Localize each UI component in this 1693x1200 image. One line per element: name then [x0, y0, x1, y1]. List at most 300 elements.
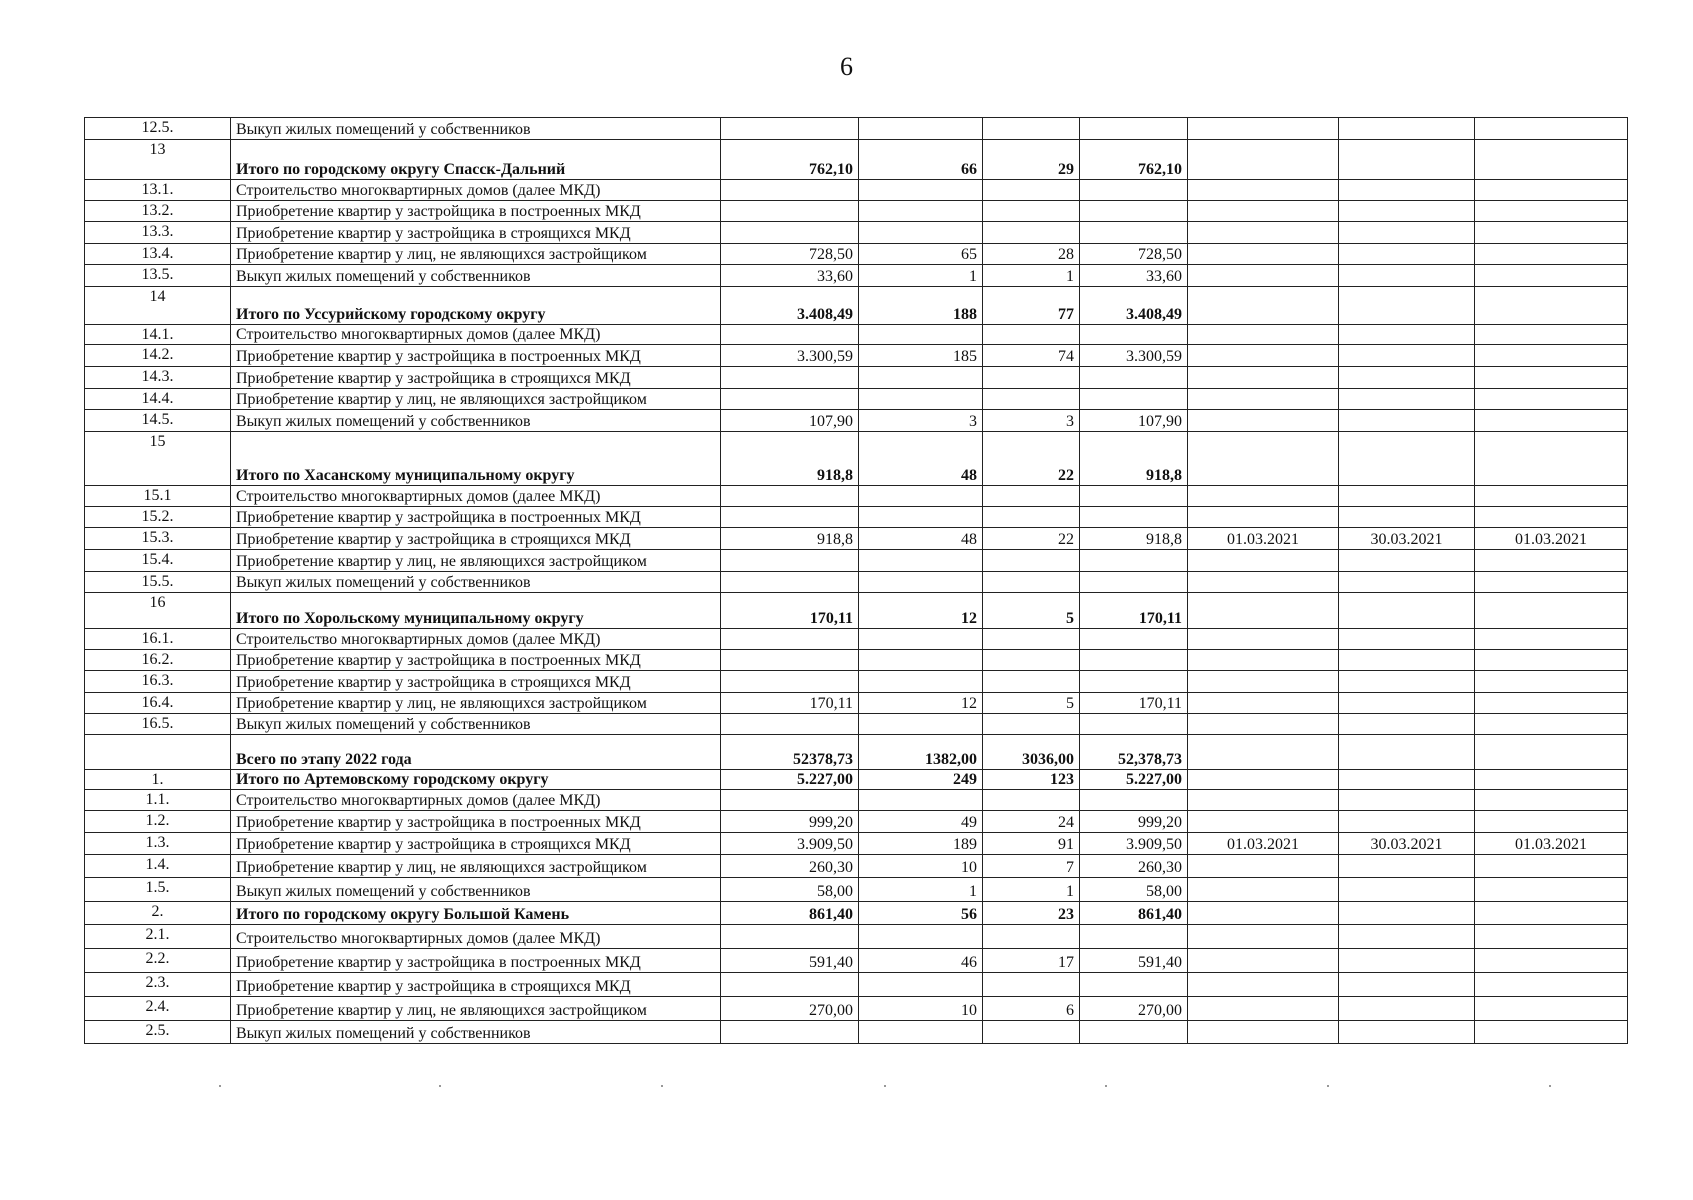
cell-value-3: 3 — [983, 410, 1080, 432]
table-row — [85, 714, 1628, 735]
cell-value-1: 591,40 — [721, 949, 859, 973]
cell-date-2 — [1339, 325, 1475, 345]
cell-value-3 — [983, 486, 1080, 507]
cell-value-1: 918,8 — [721, 528, 859, 550]
cell-date-2 — [1339, 507, 1475, 528]
cell-date-3 — [1475, 949, 1628, 973]
cell-value-3 — [983, 629, 1080, 650]
cell-value-2: 188 — [859, 287, 983, 325]
cell-date-3: 01.03.2021 — [1475, 833, 1628, 855]
row-name: Выкуп жилых помещений у собственников — [231, 714, 721, 735]
cell-value-4: 918,8 — [1080, 528, 1188, 550]
cell-value-2 — [859, 714, 983, 735]
cell-date-1 — [1188, 367, 1339, 389]
cell-date-1 — [1188, 244, 1339, 265]
cell-value-2 — [859, 650, 983, 671]
cell-date-1 — [1188, 265, 1339, 287]
cell-date-2 — [1339, 693, 1475, 714]
cell-value-2 — [859, 550, 983, 572]
cell-value-2 — [859, 507, 983, 528]
cell-value-3: 29 — [983, 140, 1080, 180]
cell-date-2 — [1339, 790, 1475, 811]
cell-value-4 — [1080, 714, 1188, 735]
row-number: 15 — [85, 432, 231, 486]
cell-value-1: 58,00 — [721, 878, 859, 902]
row-number: 1.2. — [85, 811, 231, 833]
cell-value-3: 77 — [983, 287, 1080, 325]
cell-date-1 — [1188, 550, 1339, 572]
cell-value-4 — [1080, 486, 1188, 507]
cell-value-4 — [1080, 1021, 1188, 1044]
row-number: 2.2. — [85, 949, 231, 973]
cell-date-3: 01.03.2021 — [1475, 528, 1628, 550]
cell-value-2 — [859, 389, 983, 410]
cell-date-3 — [1475, 593, 1628, 629]
cell-date-2: 30.03.2021 — [1339, 528, 1475, 550]
row-number: 16 — [85, 593, 231, 629]
cell-value-1 — [721, 222, 859, 244]
table-row — [85, 244, 1628, 265]
cell-value-3: 1 — [983, 265, 1080, 287]
table-row — [85, 997, 1628, 1021]
cell-value-2 — [859, 572, 983, 593]
row-name: Строительство многоквартирных домов (далее МКД) — [231, 790, 721, 811]
cell-date-3 — [1475, 325, 1628, 345]
cell-date-3 — [1475, 389, 1628, 410]
row-number: 13.5. — [85, 265, 231, 287]
cell-value-1: 762,10 — [721, 140, 859, 180]
cell-value-1 — [721, 714, 859, 735]
cell-value-1: 260,30 — [721, 855, 859, 878]
cell-value-4 — [1080, 367, 1188, 389]
cell-value-3: 74 — [983, 345, 1080, 367]
cell-date-1 — [1188, 770, 1339, 790]
row-number: 15.1 — [85, 486, 231, 507]
cell-date-1 — [1188, 855, 1339, 878]
row-number: 16.1. — [85, 629, 231, 650]
row-name: Приобретение квартир у лиц, не являющихся застройщиком — [231, 693, 721, 714]
table-row — [85, 287, 1628, 325]
cell-date-1 — [1188, 878, 1339, 902]
cell-date-2 — [1339, 1021, 1475, 1044]
cell-date-2 — [1339, 735, 1475, 770]
cell-value-4 — [1080, 650, 1188, 671]
cell-date-2 — [1339, 287, 1475, 325]
row-name: Итого по Хорольскому муниципальному округу — [231, 593, 721, 629]
cell-value-2: 3 — [859, 410, 983, 432]
cell-date-3 — [1475, 486, 1628, 507]
cell-date-3 — [1475, 140, 1628, 180]
cell-value-3 — [983, 201, 1080, 222]
row-name: Выкуп жилых помещений у собственников — [231, 410, 721, 432]
cell-value-1 — [721, 629, 859, 650]
cell-value-1 — [721, 389, 859, 410]
row-name: Выкуп жилых помещений у собственников — [231, 878, 721, 902]
cell-value-3: 28 — [983, 244, 1080, 265]
table-row — [85, 949, 1628, 973]
cell-value-2: 189 — [859, 833, 983, 855]
row-name: Итого по Артемовскому городскому округу — [231, 770, 721, 790]
table-row — [85, 432, 1628, 486]
cell-date-1 — [1188, 432, 1339, 486]
row-name: Приобретение квартир у лиц, не являющихся застройщиком — [231, 997, 721, 1021]
cell-date-1 — [1188, 629, 1339, 650]
cell-date-3 — [1475, 432, 1628, 486]
table-row — [85, 973, 1628, 997]
cell-value-1: 33,60 — [721, 265, 859, 287]
cell-date-1 — [1188, 693, 1339, 714]
cell-date-3 — [1475, 507, 1628, 528]
cell-value-2: 10 — [859, 855, 983, 878]
cell-date-2 — [1339, 345, 1475, 367]
cell-date-3 — [1475, 410, 1628, 432]
cell-value-4 — [1080, 118, 1188, 140]
cell-value-3: 5 — [983, 693, 1080, 714]
cell-date-3 — [1475, 770, 1628, 790]
cell-date-2 — [1339, 432, 1475, 486]
row-number: 1.1. — [85, 790, 231, 811]
cell-value-4: 762,10 — [1080, 140, 1188, 180]
cell-date-1 — [1188, 593, 1339, 629]
cell-date-1 — [1188, 345, 1339, 367]
cell-value-1: 861,40 — [721, 902, 859, 925]
table-row — [85, 693, 1628, 714]
cell-value-1 — [721, 1021, 859, 1044]
cell-date-1 — [1188, 222, 1339, 244]
cell-value-1 — [721, 671, 859, 693]
cell-value-1 — [721, 325, 859, 345]
cell-value-2: 1 — [859, 265, 983, 287]
table-row — [85, 925, 1628, 949]
cell-value-1: 52378,73 — [721, 735, 859, 770]
table-row — [85, 855, 1628, 878]
cell-value-2 — [859, 486, 983, 507]
cell-date-1 — [1188, 140, 1339, 180]
cell-date-1 — [1188, 410, 1339, 432]
row-name: Приобретение квартир у застройщика в строящихся МКД — [231, 833, 721, 855]
cell-value-4 — [1080, 389, 1188, 410]
row-name: Приобретение квартир у застройщика в построенных МКД — [231, 949, 721, 973]
row-name: Приобретение квартир у застройщика в строящихся МКД — [231, 973, 721, 997]
cell-value-4: 728,50 — [1080, 244, 1188, 265]
cell-value-4 — [1080, 507, 1188, 528]
row-name: Приобретение квартир у застройщика в построенных МКД — [231, 811, 721, 833]
cell-date-3 — [1475, 244, 1628, 265]
cell-value-3 — [983, 790, 1080, 811]
cell-date-1 — [1188, 325, 1339, 345]
table-row — [85, 118, 1628, 140]
table-row — [85, 180, 1628, 201]
cell-date-1 — [1188, 287, 1339, 325]
cell-date-1 — [1188, 389, 1339, 410]
cell-value-2: 48 — [859, 528, 983, 550]
cell-date-2 — [1339, 244, 1475, 265]
cell-value-4: 591,40 — [1080, 949, 1188, 973]
cell-value-3 — [983, 925, 1080, 949]
table-row — [85, 650, 1628, 671]
data-table — [84, 117, 1628, 1044]
table-row — [85, 325, 1628, 345]
cell-date-3 — [1475, 902, 1628, 925]
cell-date-3 — [1475, 997, 1628, 1021]
row-number: 2.5. — [85, 1021, 231, 1044]
cell-date-3 — [1475, 693, 1628, 714]
cell-date-2 — [1339, 997, 1475, 1021]
cell-date-2 — [1339, 222, 1475, 244]
cell-value-1 — [721, 367, 859, 389]
cell-value-2 — [859, 222, 983, 244]
cell-value-1: 170,11 — [721, 693, 859, 714]
cell-value-3: 1 — [983, 878, 1080, 902]
cell-date-3 — [1475, 790, 1628, 811]
row-number: 14.4. — [85, 389, 231, 410]
cell-value-4: 3.300,59 — [1080, 345, 1188, 367]
cell-date-1 — [1188, 949, 1339, 973]
cell-value-3: 22 — [983, 528, 1080, 550]
cell-value-2 — [859, 790, 983, 811]
cell-value-2: 46 — [859, 949, 983, 973]
cell-date-2 — [1339, 949, 1475, 973]
row-name: Строительство многоквартирных домов (далее МКД) — [231, 325, 721, 345]
cell-value-3 — [983, 118, 1080, 140]
cell-date-2 — [1339, 671, 1475, 693]
cell-date-1 — [1188, 925, 1339, 949]
cell-value-3: 22 — [983, 432, 1080, 486]
cell-value-4 — [1080, 572, 1188, 593]
cell-value-3 — [983, 389, 1080, 410]
table-row — [85, 878, 1628, 902]
row-number: 2.3. — [85, 973, 231, 997]
cell-date-2 — [1339, 650, 1475, 671]
cell-date-3 — [1475, 550, 1628, 572]
cell-value-1: 270,00 — [721, 997, 859, 1021]
row-name: Приобретение квартир у застройщика в строящихся МКД — [231, 671, 721, 693]
cell-date-2 — [1339, 550, 1475, 572]
cell-date-3 — [1475, 265, 1628, 287]
cell-value-4: 260,30 — [1080, 855, 1188, 878]
table-row — [85, 140, 1628, 180]
cell-date-2: 30.03.2021 — [1339, 833, 1475, 855]
cell-value-1 — [721, 925, 859, 949]
cell-value-4: 918,8 — [1080, 432, 1188, 486]
cell-value-1: 3.408,49 — [721, 287, 859, 325]
row-name: Строительство многоквартирных домов (далее МКД) — [231, 486, 721, 507]
table-row — [85, 265, 1628, 287]
row-number: 13 — [85, 140, 231, 180]
cell-date-2 — [1339, 367, 1475, 389]
row-name: Приобретение квартир у застройщика в построенных МКД — [231, 650, 721, 671]
row-number: 2. — [85, 902, 231, 925]
cell-date-2 — [1339, 389, 1475, 410]
row-number: 13.2. — [85, 201, 231, 222]
cell-value-2: 249 — [859, 770, 983, 790]
cell-date-1 — [1188, 902, 1339, 925]
cell-value-2: 12 — [859, 693, 983, 714]
cell-value-3 — [983, 973, 1080, 997]
table-row — [85, 389, 1628, 410]
cell-date-2 — [1339, 714, 1475, 735]
row-number: 15.2. — [85, 507, 231, 528]
table-row — [85, 629, 1628, 650]
row-number: 13.1. — [85, 180, 231, 201]
row-number: 16.5. — [85, 714, 231, 735]
cell-date-3 — [1475, 201, 1628, 222]
cell-date-2 — [1339, 973, 1475, 997]
row-number: 2.1. — [85, 925, 231, 949]
cell-date-2 — [1339, 140, 1475, 180]
row-name: Приобретение квартир у застройщика в строящихся МКД — [231, 367, 721, 389]
cell-date-2 — [1339, 629, 1475, 650]
row-name: Строительство многоквартирных домов (далее МКД) — [231, 925, 721, 949]
cell-value-1 — [721, 180, 859, 201]
cell-value-4 — [1080, 325, 1188, 345]
cell-value-4: 170,11 — [1080, 693, 1188, 714]
cell-value-3: 123 — [983, 770, 1080, 790]
cell-value-2: 1382,00 — [859, 735, 983, 770]
table-row — [85, 735, 1628, 770]
cell-date-2 — [1339, 878, 1475, 902]
cell-value-4: 861,40 — [1080, 902, 1188, 925]
cell-date-2 — [1339, 902, 1475, 925]
cell-value-3: 6 — [983, 997, 1080, 1021]
cell-value-4: 170,11 — [1080, 593, 1188, 629]
row-number: 13.3. — [85, 222, 231, 244]
table-row — [85, 572, 1628, 593]
table-row — [85, 486, 1628, 507]
cell-value-1 — [721, 201, 859, 222]
cell-date-2 — [1339, 925, 1475, 949]
row-number: 14.2. — [85, 345, 231, 367]
row-number: 16.3. — [85, 671, 231, 693]
cell-value-3: 23 — [983, 902, 1080, 925]
cell-value-3 — [983, 1021, 1080, 1044]
table-row — [85, 770, 1628, 790]
cell-value-3 — [983, 222, 1080, 244]
row-number: 16.4. — [85, 693, 231, 714]
row-number: 1.3. — [85, 833, 231, 855]
table-row — [85, 1021, 1628, 1044]
cell-value-3: 24 — [983, 811, 1080, 833]
cell-value-3: 17 — [983, 949, 1080, 973]
cell-value-3: 3036,00 — [983, 735, 1080, 770]
cell-date-1 — [1188, 118, 1339, 140]
cell-date-1: 01.03.2021 — [1188, 833, 1339, 855]
row-name: Приобретение квартир у застройщика в строящихся МКД — [231, 222, 721, 244]
cell-value-2 — [859, 671, 983, 693]
cell-value-2: 65 — [859, 244, 983, 265]
row-name: Приобретение квартир у лиц, не являющихся застройщиком — [231, 389, 721, 410]
row-name: Приобретение квартир у застройщика в строящихся МКД — [231, 528, 721, 550]
row-name: Выкуп жилых помещений у собственников — [231, 572, 721, 593]
cell-date-1 — [1188, 973, 1339, 997]
row-name: Итого по Уссурийскому городскому округу — [231, 287, 721, 325]
cell-value-3 — [983, 550, 1080, 572]
row-name: Строительство многоквартирных домов (далее МКД) — [231, 629, 721, 650]
row-number: 16.2. — [85, 650, 231, 671]
cell-value-2: 66 — [859, 140, 983, 180]
table-row — [85, 593, 1628, 629]
row-number: 15.4. — [85, 550, 231, 572]
cell-value-4: 3.909,50 — [1080, 833, 1188, 855]
row-name: Выкуп жилых помещений у собственников — [231, 265, 721, 287]
row-number: 14.3. — [85, 367, 231, 389]
cell-value-2 — [859, 367, 983, 389]
cell-value-4: 3.408,49 — [1080, 287, 1188, 325]
cell-value-2 — [859, 201, 983, 222]
table-row — [85, 902, 1628, 925]
cell-date-3 — [1475, 1021, 1628, 1044]
cell-value-4: 107,90 — [1080, 410, 1188, 432]
cell-value-2 — [859, 973, 983, 997]
cell-date-2 — [1339, 811, 1475, 833]
cell-value-3 — [983, 572, 1080, 593]
table-row — [85, 410, 1628, 432]
cell-date-1 — [1188, 486, 1339, 507]
row-number: 14.5. — [85, 410, 231, 432]
cell-value-3 — [983, 671, 1080, 693]
cell-value-1 — [721, 650, 859, 671]
cell-date-3 — [1475, 367, 1628, 389]
cell-value-4: 5.227,00 — [1080, 770, 1188, 790]
row-number: 1.4. — [85, 855, 231, 878]
cell-value-3 — [983, 714, 1080, 735]
cell-date-2 — [1339, 572, 1475, 593]
cell-value-3 — [983, 180, 1080, 201]
cell-date-2 — [1339, 855, 1475, 878]
cell-value-2: 12 — [859, 593, 983, 629]
row-name: Приобретение квартир у лиц, не являющихся застройщиком — [231, 244, 721, 265]
row-number: 1. — [85, 770, 231, 790]
row-number: 2.4. — [85, 997, 231, 1021]
row-name: Приобретение квартир у застройщика в построенных МКД — [231, 201, 721, 222]
cell-value-1 — [721, 486, 859, 507]
cell-value-2: 56 — [859, 902, 983, 925]
cell-date-2 — [1339, 410, 1475, 432]
cell-value-3 — [983, 325, 1080, 345]
cell-date-3 — [1475, 925, 1628, 949]
table-row — [85, 345, 1628, 367]
table-row — [85, 507, 1628, 528]
cell-date-3 — [1475, 650, 1628, 671]
cell-date-2 — [1339, 118, 1475, 140]
cell-date-3 — [1475, 878, 1628, 902]
cell-date-1 — [1188, 671, 1339, 693]
cell-value-1: 728,50 — [721, 244, 859, 265]
cell-value-2: 1 — [859, 878, 983, 902]
row-name: Итого по городскому округу Спасск-Дальний — [231, 140, 721, 180]
cell-date-2 — [1339, 593, 1475, 629]
table-row — [85, 201, 1628, 222]
cell-value-3 — [983, 367, 1080, 389]
row-name: Итого по Хасанскому муниципальному округу — [231, 432, 721, 486]
cell-value-4 — [1080, 201, 1188, 222]
cell-value-1: 3.909,50 — [721, 833, 859, 855]
cell-date-3 — [1475, 572, 1628, 593]
cell-value-1: 5.227,00 — [721, 770, 859, 790]
cell-date-1 — [1188, 572, 1339, 593]
cell-date-1 — [1188, 714, 1339, 735]
cell-date-3 — [1475, 345, 1628, 367]
cell-value-1: 918,8 — [721, 432, 859, 486]
cell-value-1 — [721, 790, 859, 811]
scan-dots — [0, 1085, 1693, 1087]
table-row — [85, 811, 1628, 833]
cell-date-3 — [1475, 222, 1628, 244]
cell-date-3 — [1475, 811, 1628, 833]
cell-value-1 — [721, 973, 859, 997]
cell-value-2: 185 — [859, 345, 983, 367]
cell-date-3 — [1475, 287, 1628, 325]
